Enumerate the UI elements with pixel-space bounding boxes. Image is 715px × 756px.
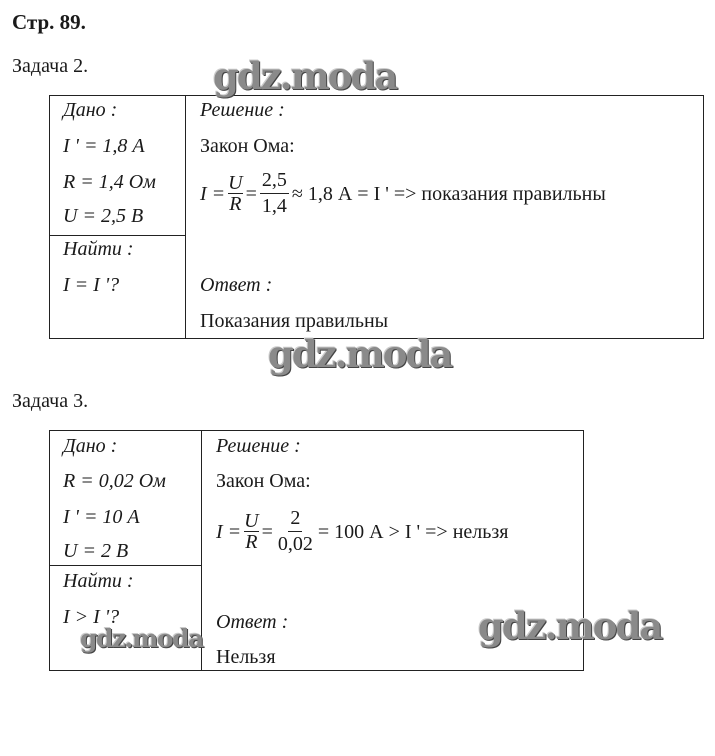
law-label: Закон Ома: (216, 470, 311, 492)
denominator: R (229, 193, 242, 215)
solution-label: Решение : (216, 435, 301, 457)
equals: = (245, 182, 257, 205)
formula-result: ≈ 1,8 А = I ' => показания правильны (291, 182, 606, 205)
answer-label: Ответ : (216, 611, 289, 633)
numerator: U (244, 510, 259, 532)
answer-text: Показания правильны (200, 310, 389, 332)
law-label: Закон Ома: (200, 135, 295, 157)
numerator: 2,5 (260, 168, 289, 194)
given-value: R = 1,4 Ом (63, 171, 156, 193)
given-value: I ' = 10 А (63, 506, 140, 528)
fraction (276, 506, 315, 557)
task3-title: Задача 3. (12, 390, 89, 412)
formula-result: = 100 А > I ' => нельзя (317, 520, 509, 543)
page-title: Стр. 89. (12, 10, 86, 34)
solution-label: Решение : (200, 99, 285, 121)
divider (49, 565, 202, 566)
watermark: gdz.moda (478, 604, 662, 648)
fraction (244, 511, 258, 552)
denominator: 1,4 (261, 195, 287, 217)
given-label: Дано : (63, 435, 118, 457)
find-label: Найти : (63, 238, 134, 260)
denominator: 0,02 (277, 533, 313, 555)
numerator: 2 (288, 506, 302, 532)
find-value: I = I '? (63, 274, 120, 296)
formula (200, 168, 606, 219)
formula-lhs: I = (200, 182, 226, 205)
given-label: Дано : (63, 99, 118, 121)
given-value: U = 2 В (63, 540, 129, 562)
equals: = (261, 520, 273, 543)
find-value: I > I '? (63, 606, 120, 628)
watermark: gdz.moda (80, 624, 203, 653)
given-value: R = 0,02 Ом (63, 470, 166, 492)
watermark: gdz.moda (268, 332, 452, 376)
watermark: gdz.moda (213, 54, 397, 98)
fraction (260, 168, 289, 219)
divider (185, 95, 186, 339)
formula-lhs: I = (216, 520, 242, 543)
numerator: U (228, 172, 243, 194)
answer-text: Нельзя (216, 646, 276, 668)
given-value: I ' = 1,8 А (63, 135, 145, 157)
divider (49, 235, 186, 236)
denominator: R (245, 531, 258, 553)
fraction (228, 173, 242, 214)
find-label: Найти : (63, 570, 134, 592)
answer-label: Ответ : (200, 274, 273, 296)
task2-title: Задача 2. (12, 55, 89, 77)
formula (216, 506, 509, 557)
given-value: U = 2,5 В (63, 205, 144, 227)
